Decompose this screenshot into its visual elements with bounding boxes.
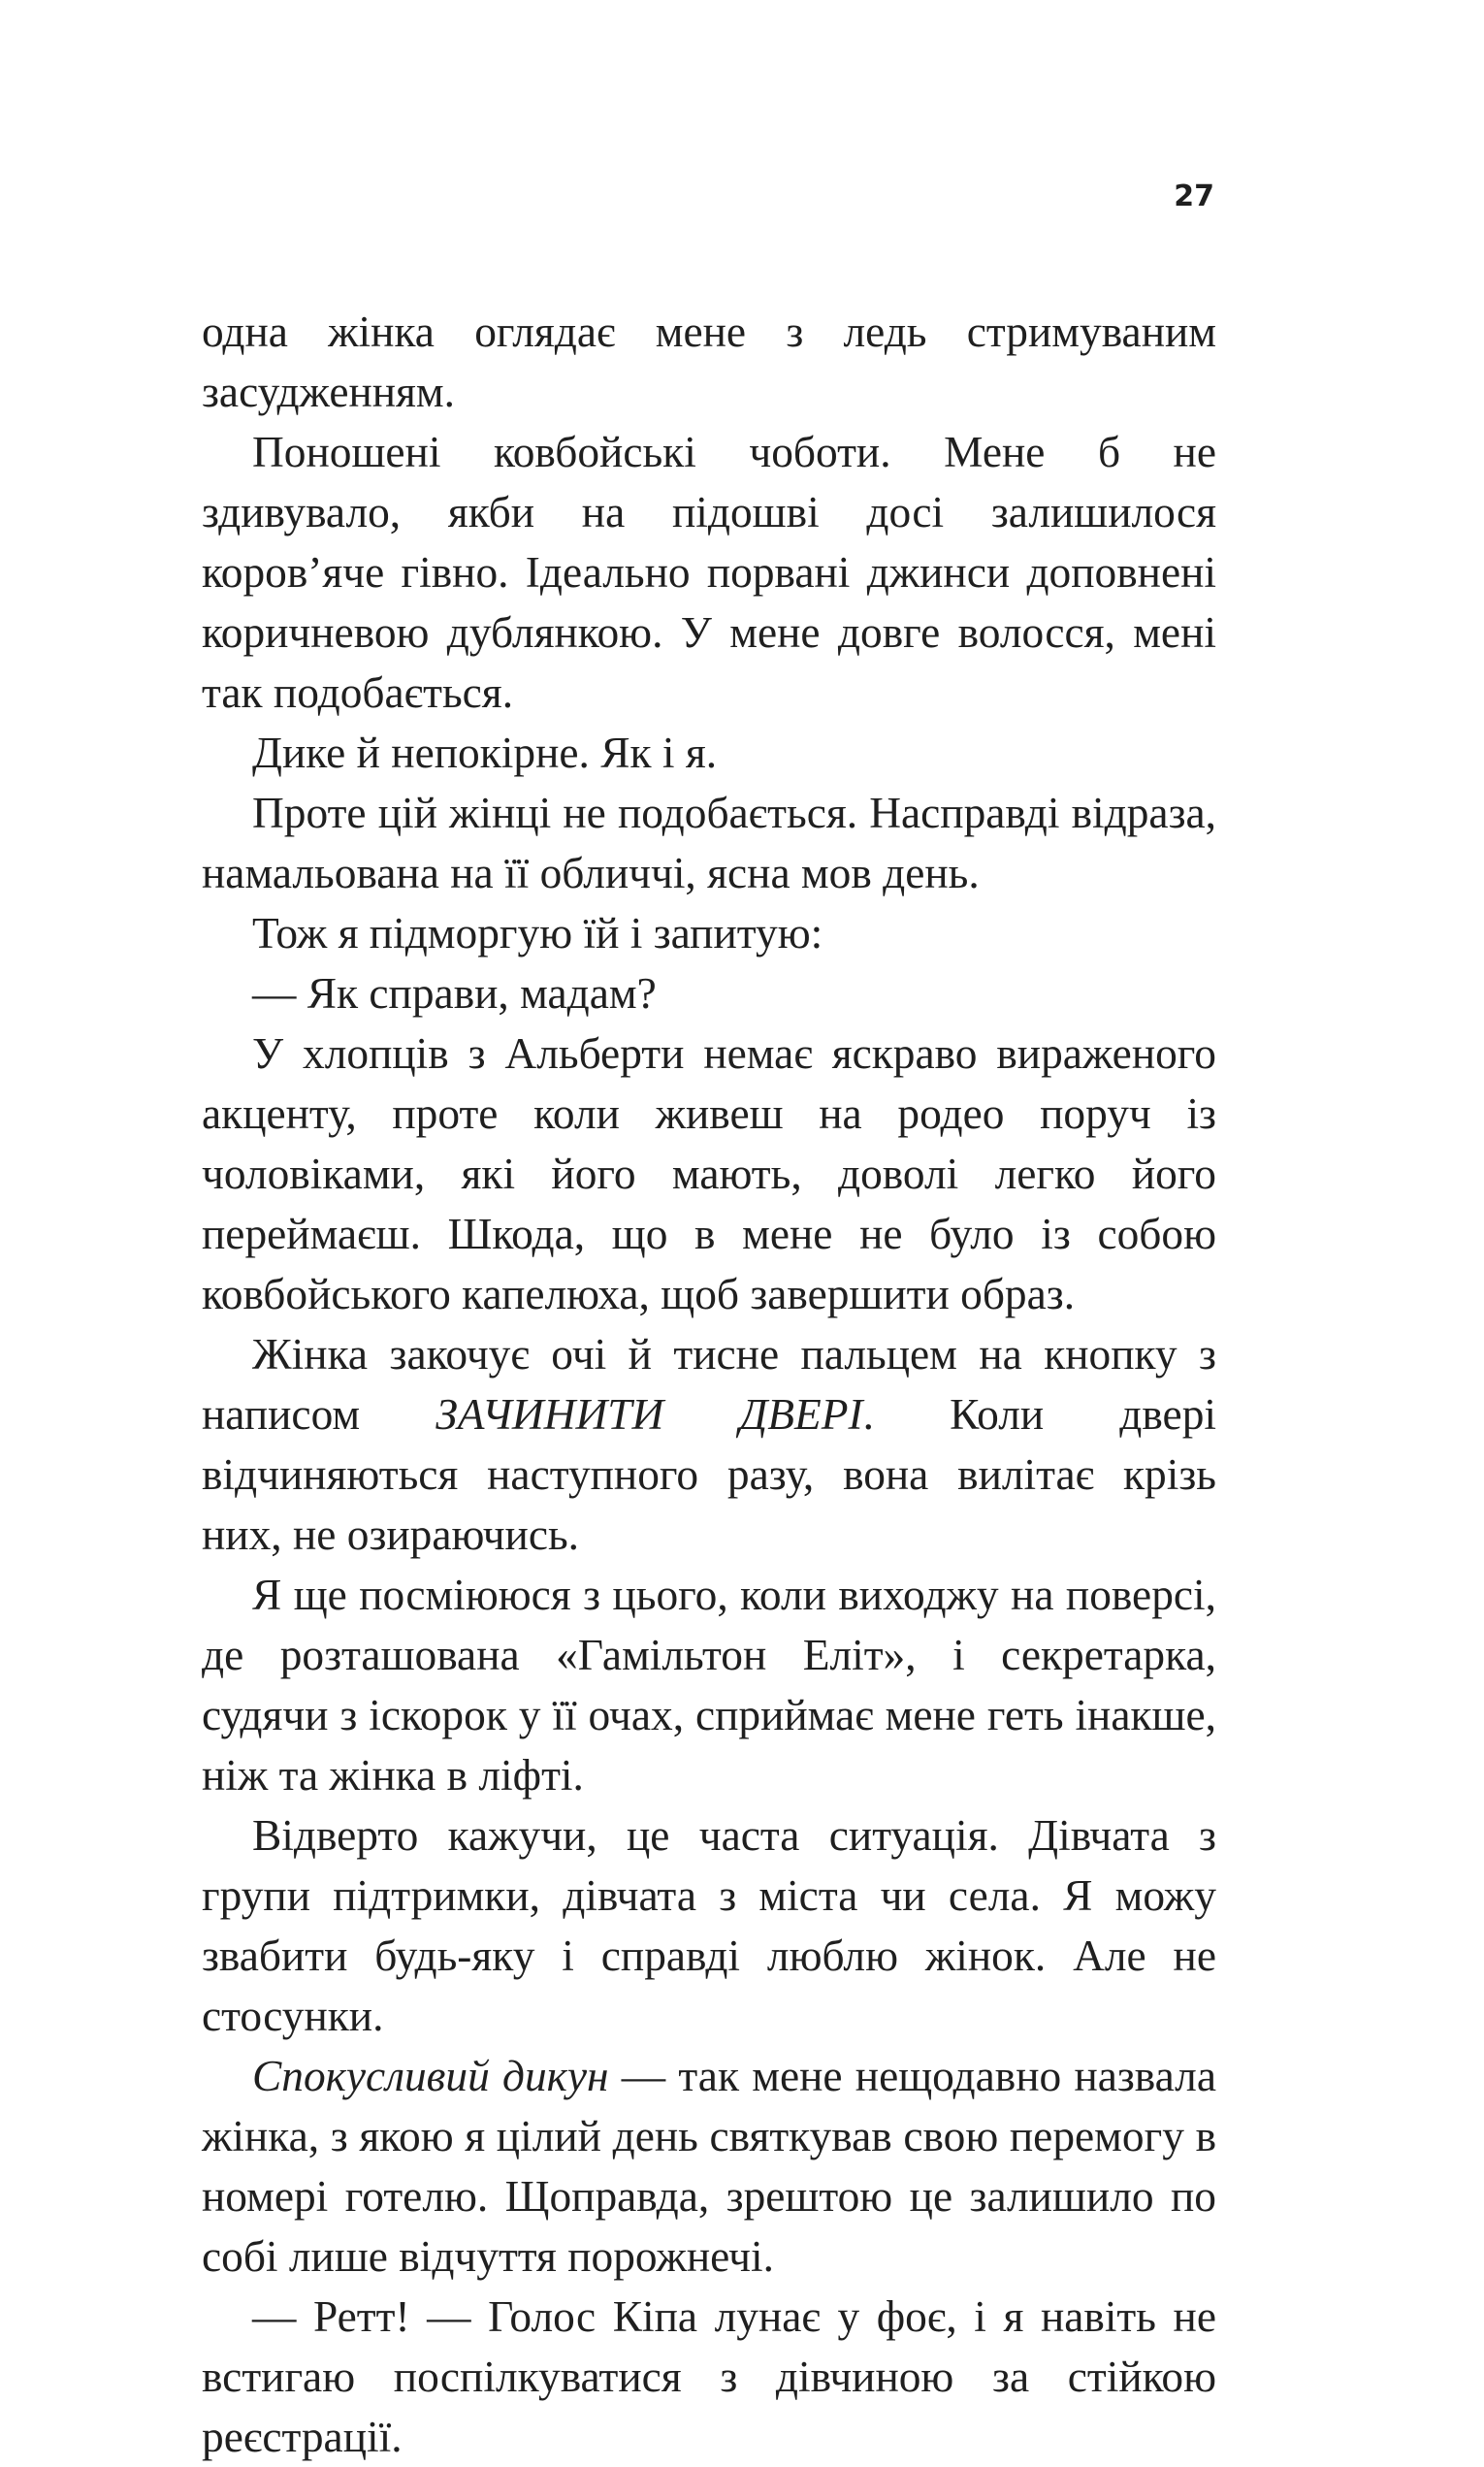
paragraph-7: У хлопців з Альберти немає яскраво вираженого акценту, проте коли живеш на родео поруч із чоловіками, які його мають, доволі легко його переймаєш. Шкода, що в мене не було із собою ковбойського капелюха, щоб завершити образ.: [202, 1029, 1216, 1318]
paragraph-8-text-end: . Коли двері відчиняються наступного разу, вона вилітає крізь них, не озираючись.: [202, 1390, 1217, 1559]
body-text: [202, 302, 1216, 2467]
paragraph-3: Дике й непокірне. Як і я.: [252, 729, 718, 777]
nickname-italic: Спокусливий дикун: [252, 2052, 609, 2100]
paragraph-4: Проте цій жінці не подобається. Насправді відраза, намальована на її обличчі, ясна мов день.: [202, 789, 1216, 897]
page-number: 27: [1174, 179, 1214, 213]
paragraph-11-text: — так мене нещодавно назвала жінка, з якою я цілий день святкував свою перемогу в номері готелю. Щоправда, зрештою це залишило по собі лише відчуття порожнечі.: [202, 2052, 1216, 2281]
paragraph-12: — Ретт! — Голос Кіпа лунає у фоє, і я навіть не встигаю поспілкуватися з дівчиною за стійкою реєстрації.: [202, 2292, 1216, 2461]
paragraph-1: одна жінка оглядає мене з ледь стримуваним засудженням.: [202, 308, 1216, 416]
paragraph-2: Поношені ковбойські чоботи. Мене б не здивувало, якби на підошві досі залишилося коров’яче гівно. Ідеально порвані джинси доповнені коричневою дублянкою. У мене довге волосся, мені так подобається.: [202, 428, 1216, 717]
paragraph-10: Відверто кажучи, це часта ситуація. Дівчата з групи підтримки, дівчата з міста чи села. Я можу звабити будь-яку і справді люблю жінок. Але не стосунки.: [202, 1811, 1216, 2040]
paragraph-5: Тож я підморгую їй і запитую:: [252, 909, 823, 958]
close-door-button-label: ЗАЧИНИТИ ДВЕРІ: [436, 1390, 863, 1439]
paragraph-8: [202, 1324, 1216, 1565]
paragraph-6: — Як справи, мадам?: [252, 969, 657, 1018]
paragraph-8-text-start: Жінка закочує очі й тисне пальцем на кнопку з написом: [202, 1330, 1216, 1439]
paragraph-9: Я ще посміююся з цього, коли виходжу на поверсі, де розташована «Гамільтон Еліт», і секретарка, судячи з іскорок у її очах, сприймає мене геть інакше, ніж та жінка в ліфті.: [202, 1571, 1216, 1800]
paragraph-11: [202, 2046, 1216, 2287]
